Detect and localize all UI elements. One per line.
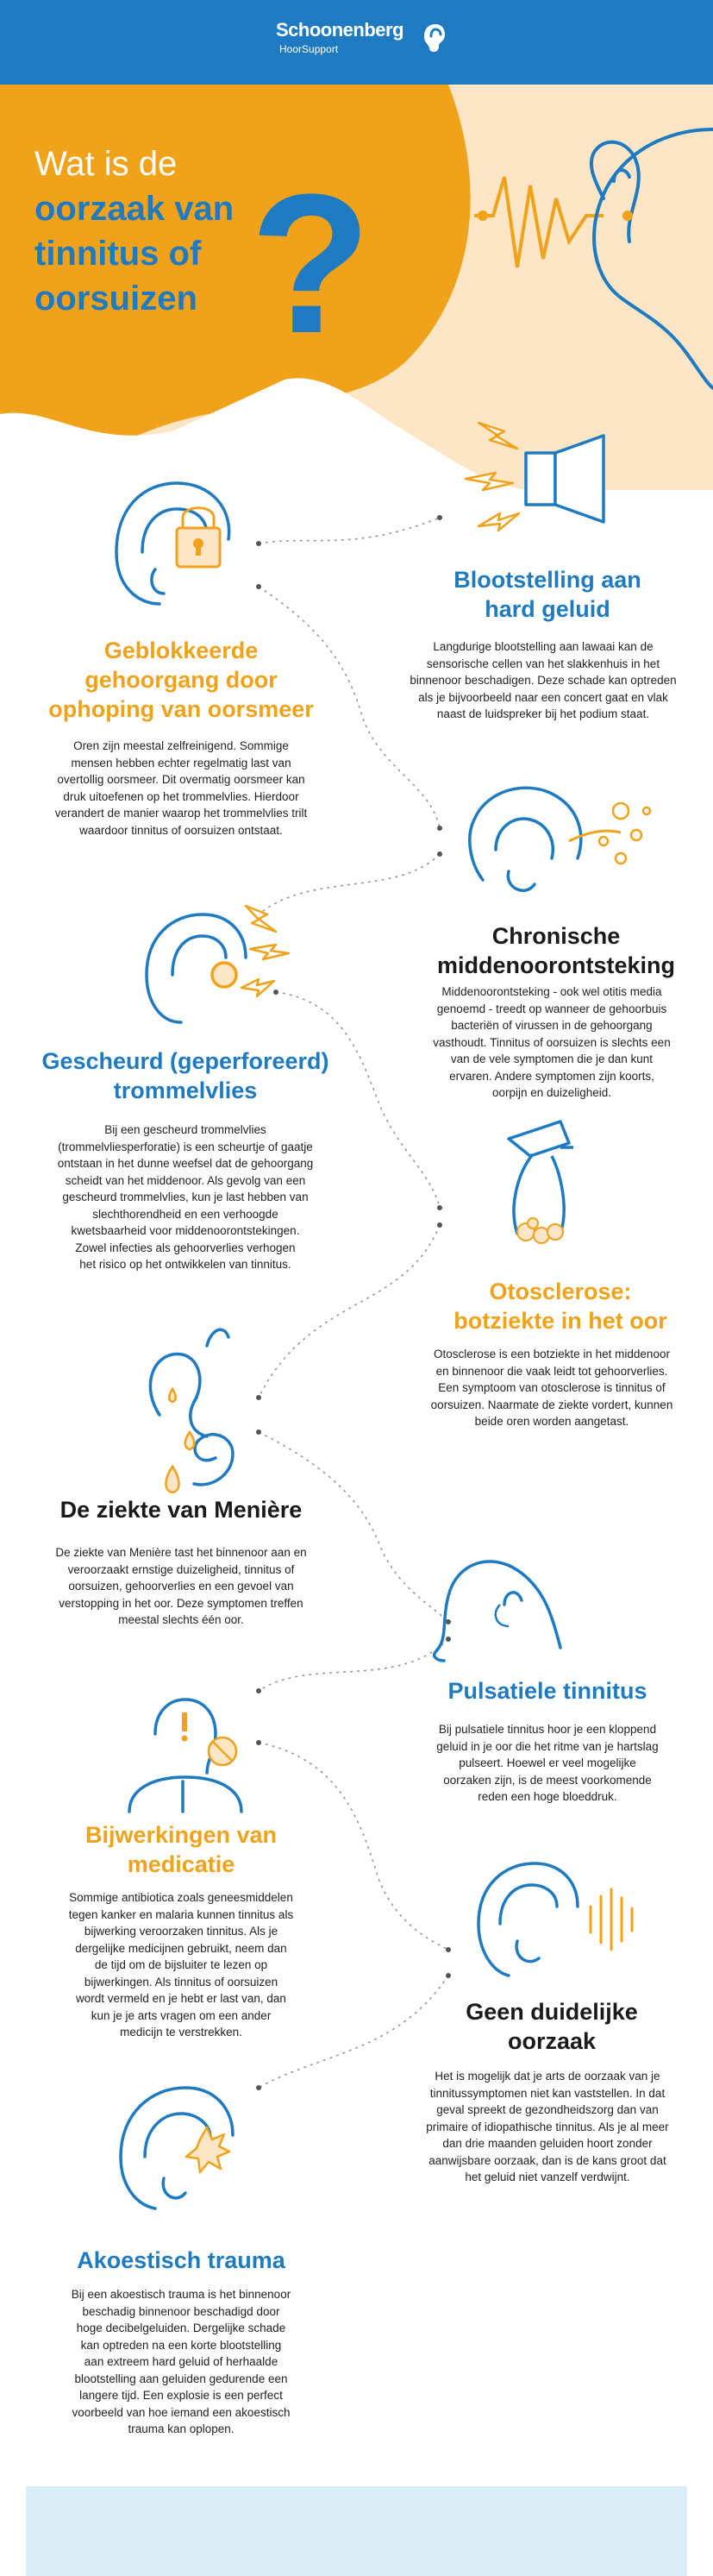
section-body-meniere: De ziekte van Menière tast het binnenoor aan en veroorzaakt ernstige duizeligheid, tinnitus of oorsuizen, gehoorverlies en een gevoel van verstopping in het oor. Deze symptomen treffen meestal slechts één oor. xyxy=(55,1546,307,1626)
ear-infection-icon xyxy=(470,788,581,890)
hero-title-line3: tinnitus of xyxy=(34,235,202,273)
pill-icon xyxy=(209,1737,236,1765)
water-drop-icons xyxy=(166,1389,195,1492)
question-mark-icon: ? xyxy=(250,153,372,374)
hero-title-line1: Wat is de xyxy=(34,145,178,183)
section-body-chronische: Middenoorontsteking - ook wel otitis media genoemd - treedt op wanneer de gehoorbuis bacteriën of virussen in de gehoorgang vasthoudt. Tinnitus of oorsuizen is slechts een van de vele symptomen die je dan kunt ervaren. Andere symptomen zijn koorts, oorpijn en duizeligheid. xyxy=(433,985,671,1099)
pulse-wave-icon xyxy=(496,1605,509,1626)
section-heading-bijwerkingen: Bijwerkingen van medicatie xyxy=(84,1822,278,1877)
section-heading-geen-oorzaak: Geen duidelijke oorzaak xyxy=(466,1999,638,2054)
section-body-gescheurd: Bij een gescheurd trommelvlies (trommelvliesperforatie) is een scheurtje of gaatje ontstaan in het dunne weefsel dat de gehoorgang scheidt van het middenoor. Als gevolg van een gescheurd trommelvlies, kun je last hebben van slechthorendheid en een verhoogde kwetsbaarheid voor middenoorontstekingen. Zowel infecties als gehoorverlies verhogen het risico op het ontwikkelen van tinnitus. xyxy=(57,1123,314,1271)
footer-band xyxy=(26,2486,687,2576)
audio-bars-icon xyxy=(591,1889,632,1950)
explosion-icon xyxy=(186,2127,229,2172)
section-heading-pulsatiele: Pulsatiele tinnitus xyxy=(447,1678,647,1704)
section-body-akoestisch: Bij een akoestisch trauma is het binnenoor beschadig binnenoor beschadigd door hoge decibelgeluiden. Dergelijke schade kan optreden na een korte blootstelling aan extreem hard geluid of herhaalde blootstelling aan geluiden gedurende een langere tijd. Een explosie is een perfect voorbeeld van hoe iemand een akoestisch trauma kan oplopen. xyxy=(71,2288,291,2435)
head-profile-icon xyxy=(435,1561,560,1661)
bone-growth-icon xyxy=(517,1218,563,1243)
section-heading-chronische: Chronische middenoorontsteking xyxy=(437,923,675,978)
section-body-geen-oorzaak: Het is mogelijk dat je arts de oorzaak van je tinnitussymptomen niet kan vaststellen. In dat geval spreekt de gezondheidszorg dan van primaire of idiopathische tinnitus. Als je al meer dan drie maanden geluiden hoort zonder aanwijsbare oorzaak, dan is de kans groot dat het geluid niet vanzelf verdwijnt. xyxy=(426,2070,669,2183)
section-heading-meniere: De ziekte van Menière xyxy=(59,1497,303,1523)
section-heading-akoestisch: Akoestisch trauma xyxy=(77,2247,285,2273)
cochlea-icon xyxy=(150,1329,233,1485)
section-heading-geblokkeerde: Geblokkeerde gehoorgang door ophoping van oorsmeer xyxy=(48,638,314,722)
section-body-geblokkeerde: Oren zijn meestal zelfreinigend. Sommige mensen hebben echter regelmatig last van overtollig oorsmeer. Dit overmatig oorsmeer kan druk uitoefenen op het trommelvlies. Hierdoor verandert de manier waarop het trommelvlies trilt waardoor tinnitus of oorsuizen ontstaat. xyxy=(54,739,308,837)
section-heading-otosclerose: Otosclerose: botziekte in het oor xyxy=(453,1279,667,1334)
ear-bones-icon xyxy=(509,1122,573,1234)
alert-icon xyxy=(182,1712,188,1742)
section-body-blootstelling: Langdurige blootstelling aan lawaai kan de sensorische cellen van het slakkenhuis in het binnenoor beschadigen. Deze schade kan optreden als je bijvoorbeeld naar een concert gaat en vlak naast de luidspreker bij het podium staat. xyxy=(410,640,677,720)
section-heading-gescheurd: Gescheurd (geperforeerd) trommelvlies xyxy=(41,1048,329,1103)
section-body-bijwerkingen: Sommige antibiotica zoals geneesmiddelen tegen kanker en malaria kunnen tinnitus als bijwerking veroorzaken tinnitus. Als je dergelijke medicijnen gebruikt, neem dan de tijd om de bijsluiter te lezen op bijwerkingen. Als tinnitus of oorsuizen wordt vermeld en je hebt er last van, dan kun je je arts vragen om een ander medicijn te verstrekken. xyxy=(68,1891,294,2039)
ear-sound-waves-icon xyxy=(478,1863,578,1976)
section-body-pulsatiele: Bij pulsatiele tinnitus hoor je een kloppend geluid in je oor die het ritme van je hartslag pulseert. Hoewel er veel mogelijke oorzaken zijn, is de meest voorkomende reden een hoge bloeddruk. xyxy=(436,1723,659,1803)
hero-title-line4: oorsuizen xyxy=(34,280,197,317)
ear-perforated-icon xyxy=(147,914,246,1022)
brand-name: Schoonenberg xyxy=(276,19,404,41)
section-body-otosclerose: Otosclerose is een botziekte in het middenoor en binnenoor die vaak leidt tot gehoorverlies. Een symptoom van otosclerose is tinnitus of oorsuizen. Naarmate de ziekte vordert, kunnen beide oren worden aangetast. xyxy=(430,1348,673,1428)
section-heading-blootstelling: Blootstelling aan hard geluid xyxy=(453,567,641,622)
lightning-small-icons xyxy=(241,906,289,996)
brand-subtitle: HoorSupport xyxy=(279,43,339,55)
hero-title-line2: oorzaak van xyxy=(34,190,235,228)
